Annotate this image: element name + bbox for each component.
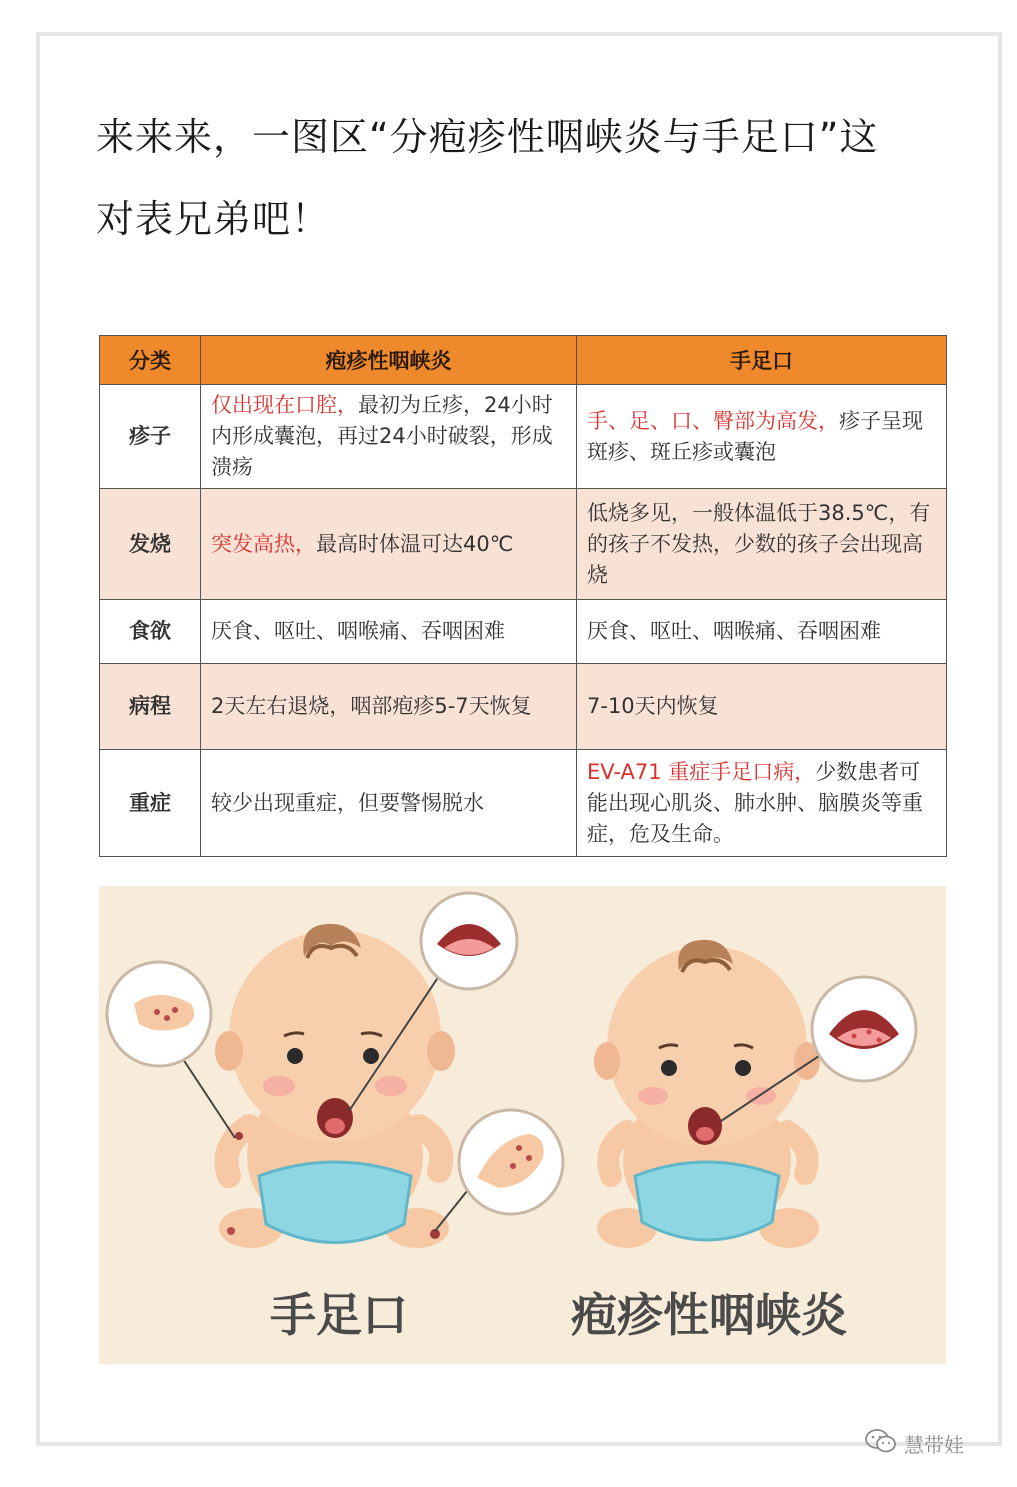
cell-text: 厌食、呕吐、咽喉痛、吞咽困难 bbox=[587, 619, 881, 643]
table-row bbox=[100, 600, 947, 664]
highlight-text: EV-A71 重症手足口病， bbox=[587, 759, 816, 784]
table-row bbox=[100, 664, 947, 750]
comparison-table bbox=[99, 335, 947, 857]
left-baby bbox=[107, 893, 563, 1342]
table-row bbox=[100, 489, 947, 600]
row-category: 食欲 bbox=[100, 600, 201, 664]
hfmd-cell bbox=[577, 600, 947, 664]
caption-herpangina: 疱疹性咽峡炎 bbox=[571, 1288, 847, 1342]
row-category: 病程 bbox=[100, 664, 201, 750]
article-heading bbox=[96, 96, 966, 260]
herpangina-cell bbox=[201, 489, 577, 600]
herpangina-cell bbox=[201, 600, 577, 664]
heading-line-1: 来来来，一图区“分疱疹性咽峡炎与手足口”这 bbox=[96, 115, 879, 159]
cell-text: 最初为丘疹，24小时内形成囊泡，再过24小时破裂，形成溃疡 bbox=[211, 393, 553, 479]
cell-text: 最高时体温可达40℃ bbox=[316, 531, 514, 556]
hfmd-cell bbox=[577, 750, 947, 857]
hfmd-cell bbox=[577, 664, 947, 750]
cell-text: 疹子呈现斑疹、斑丘疹或囊泡 bbox=[587, 408, 923, 464]
header-hfmd: 手足口 bbox=[577, 336, 947, 385]
illustration-svg bbox=[99, 886, 946, 1364]
watermark bbox=[864, 1428, 964, 1459]
herpangina-cell bbox=[201, 750, 577, 857]
wechat-icon bbox=[864, 1428, 898, 1459]
highlight-text: 手、足、口、臀部为高发， bbox=[587, 408, 839, 433]
table-row bbox=[100, 385, 947, 489]
hfmd-cell bbox=[577, 489, 947, 600]
row-category: 重症 bbox=[100, 750, 201, 857]
watermark-text: 慧带娃 bbox=[904, 1433, 964, 1457]
hfmd-cell bbox=[577, 385, 947, 489]
cell-text: 少数患者可能出现心肌炎、肺水肿、脑膜炎等重症，危及生命。 bbox=[587, 759, 923, 846]
herpangina-cell bbox=[201, 385, 577, 489]
baby-illustration bbox=[99, 886, 946, 1364]
cell-text: 低烧多见，一般体温低于38.5℃，有的孩子不发热，少数的孩子会出现高烧 bbox=[587, 500, 931, 587]
highlight-text: 突发高热， bbox=[211, 531, 316, 556]
caption-hfmd: 手足口 bbox=[270, 1288, 408, 1342]
herpangina-cell bbox=[201, 664, 577, 750]
row-category: 发烧 bbox=[100, 489, 201, 600]
header-category: 分类 bbox=[100, 336, 201, 385]
header-herpangina: 疱疹性咽峡炎 bbox=[201, 336, 577, 385]
row-category: 疹子 bbox=[100, 385, 201, 489]
heading-line-2: 对表兄弟吧！ bbox=[96, 197, 331, 241]
cell-text: 较少出现重症，但要警惕脱水 bbox=[211, 790, 484, 815]
cell-text: 2天左右退烧，咽部疱疹5-7天恢复 bbox=[211, 694, 532, 718]
right-baby bbox=[571, 940, 916, 1342]
table-row bbox=[100, 750, 947, 857]
cell-text: 7-10天内恢复 bbox=[587, 694, 719, 718]
cell-text: 厌食、呕吐、咽喉痛、吞咽困难 bbox=[211, 619, 505, 643]
table-header-row bbox=[100, 336, 947, 385]
highlight-text: 仅出现在口腔， bbox=[211, 393, 358, 417]
